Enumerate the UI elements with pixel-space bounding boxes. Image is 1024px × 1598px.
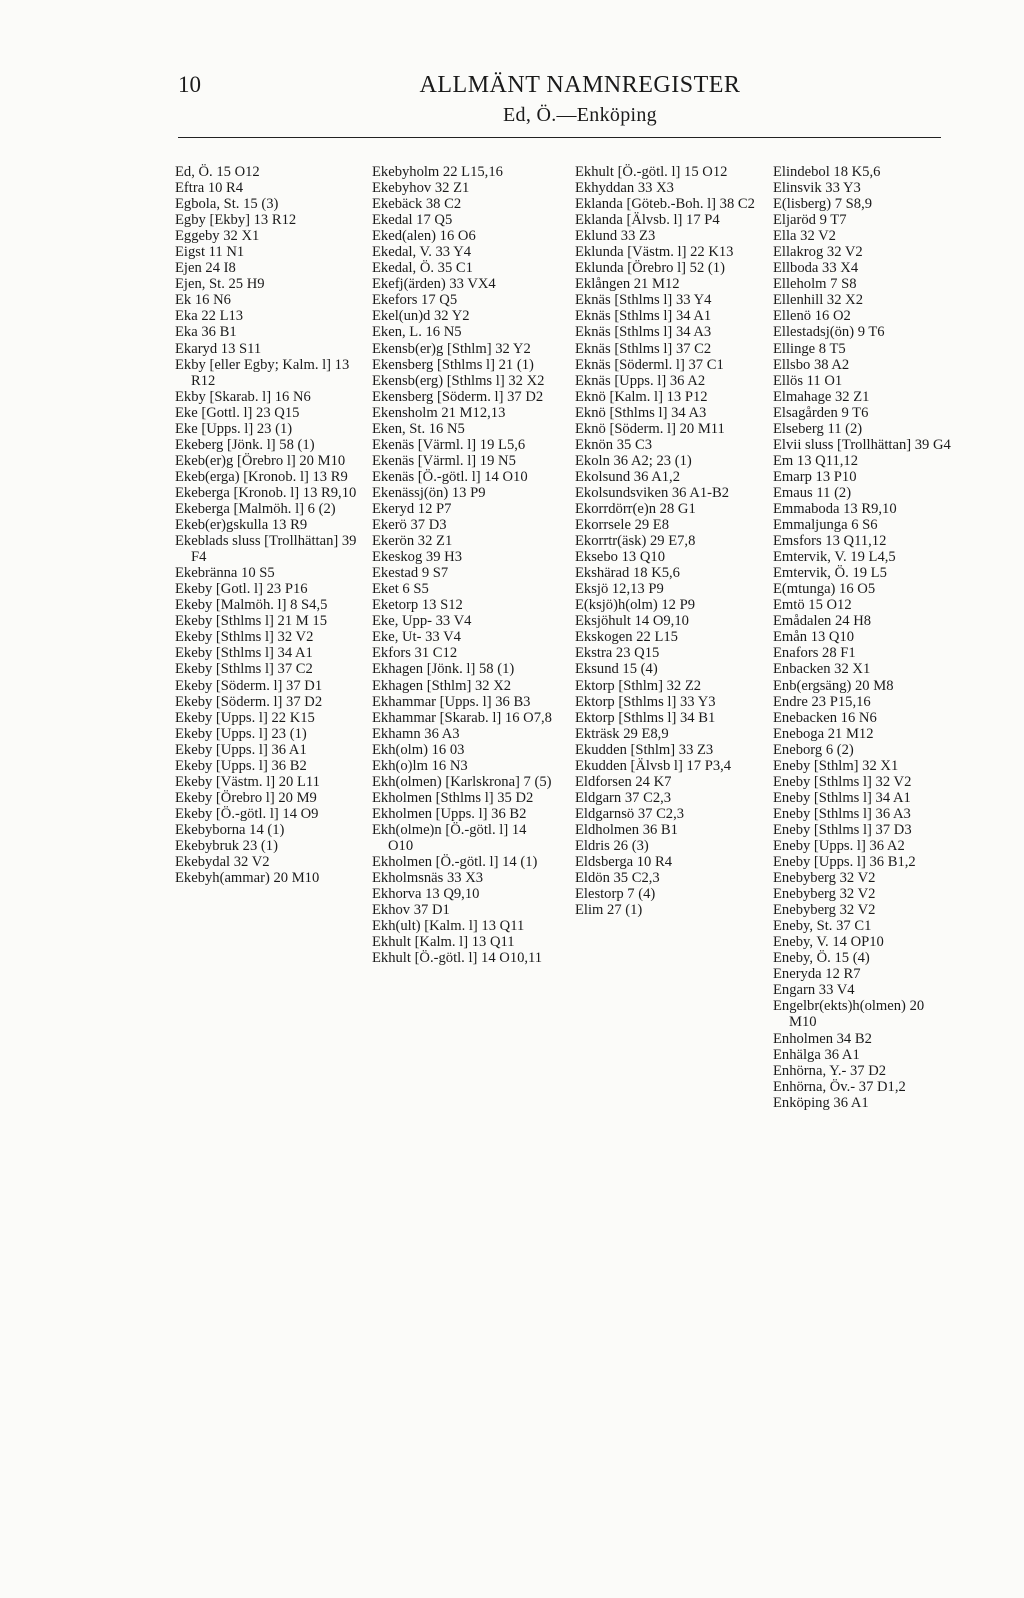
index-entry: Ekensberg [Söderm. l] 37 D2 xyxy=(372,388,544,405)
index-entry: Ekh(olmen) [Karlskrona] 7 (5) xyxy=(372,773,552,790)
index-entry: Eknö [Sthlms l] 34 A3 xyxy=(575,404,707,421)
index-entry: Eldsberga 10 R4 xyxy=(575,854,673,871)
index-column-2 xyxy=(372,164,552,966)
index-entry: Eknö [Kalm. l] 13 P12 xyxy=(575,388,708,405)
index-entry: Ekedal, Ö. 35 C1 xyxy=(372,260,473,277)
index-entry: Ellboda 33 X4 xyxy=(773,260,859,277)
index-entry: Eldön 35 C2,3 xyxy=(575,870,660,887)
index-entry: Ektorp [Sthlms l] 33 Y3 xyxy=(575,693,716,710)
index-entry: Ekebränna 10 S5 xyxy=(175,565,275,582)
index-entry: Emtervik, V. 19 L4,5 xyxy=(773,549,896,566)
index-entry: Ekeby [Upps. l] 36 A1 xyxy=(175,741,307,758)
index-entry: Ekhagen [Jönk. l] 58 (1) xyxy=(372,661,515,678)
index-entry: Ekudden [Sthlm] 33 Z3 xyxy=(575,741,714,758)
index-column-1 xyxy=(175,164,360,886)
index-entry: Elim 27 (1) xyxy=(575,902,643,919)
index-entry: Eknön 35 C3 xyxy=(575,436,653,453)
index-entry: Eked(alen) 16 O6 xyxy=(372,228,476,245)
running-head-title: ALLMÄNT NAMNREGISTER xyxy=(419,72,741,98)
index-entry: Ekenässj(ön) 13 P9 xyxy=(372,484,486,501)
index-entry: Eke [Upps. l] 23 (1) xyxy=(175,420,293,437)
index-entry: Eneby [Upps. l] 36 A2 xyxy=(773,837,905,854)
index-entry: Ekeby [Örebro l] 20 M9 xyxy=(175,789,317,806)
index-entry: Emtervik, Ö. 19 L5 xyxy=(773,565,887,582)
index-entry: Ekeby [Sthlms l] 32 V2 xyxy=(175,629,314,646)
index-entry: Ekeryd 12 P7 xyxy=(372,500,452,517)
index-entry: Ekoln 36 A2; 23 (1) xyxy=(575,452,692,469)
index-entry: Eknäs [Sthlms l] 37 C2 xyxy=(575,340,712,357)
index-entry: Eneboga 21 M12 xyxy=(773,725,874,742)
index-entry: Ekeb(erga) [Kronob. l] 13 R9 xyxy=(175,468,348,485)
index-entry: Ellenhill 32 X2 xyxy=(773,292,863,309)
index-entry: Ekhammar [Upps. l] 36 B3 xyxy=(372,693,531,710)
page-number: 10 xyxy=(178,72,201,97)
index-entry: Ekebyhov 32 Z1 xyxy=(372,180,470,197)
index-entry: Ekhorva 13 Q9,10 xyxy=(372,886,480,903)
index-entry: Ekaryd 13 S11 xyxy=(175,340,262,357)
index-entry: Ekhamn 36 A3 xyxy=(372,725,460,742)
index-entry: Ekeb(er)g [Örebro l] 20 M10 xyxy=(175,452,346,469)
index-entry: Enhörna, Y.- 37 D2 xyxy=(773,1062,887,1079)
index-entry: Ekeberg [Jönk. l] 58 (1) xyxy=(175,436,315,453)
index-entry: Ekenäs [Värml. l] 19 L5,6 xyxy=(372,436,526,453)
index-entry: Ekskogen 22 L15 xyxy=(575,629,678,646)
index-entry: Elestorp 7 (4) xyxy=(575,886,656,903)
index-entry: Eldgarnsö 37 C2,3 xyxy=(575,805,685,822)
index-entry: Elinsvik 33 Y3 xyxy=(773,180,861,197)
index-entry: Ekeberga [Kronob. l] 13 R9,10 xyxy=(175,484,357,501)
index-entry: Enhörna, Öv.- 37 D1,2 xyxy=(773,1078,906,1095)
index-entry: Eknäs [Sthlms l] 34 A3 xyxy=(575,324,712,341)
index-entry: Ekhult [Kalm. l] 13 Q11 xyxy=(372,934,515,951)
index-entry: Ekeby [Upps. l] 36 B2 xyxy=(175,757,307,774)
header-rule xyxy=(178,137,941,138)
index-entry: Ellestadsj(ön) 9 T6 xyxy=(773,324,885,341)
index-entry: Egbola, St. 15 (3) xyxy=(175,196,279,213)
index-entry: Eklunda [Västm. l] 22 K13 xyxy=(575,244,734,261)
index-entry: Ekeby [Sthlms l] 34 A1 xyxy=(175,645,313,662)
index-entry: Eneby, St. 37 C1 xyxy=(773,918,872,935)
index-entry: Ellinge 8 T5 xyxy=(773,340,846,357)
index-entry: Eneby, V. 14 OP10 xyxy=(773,934,884,951)
index-entry: Eke, Upp- 33 V4 xyxy=(372,613,472,630)
index-entry: Enholmen 34 B2 xyxy=(773,1030,872,1047)
index-entry: Elleholm 7 S8 xyxy=(773,276,857,293)
index-entry: Ekeby [Upps. l] 22 K15 xyxy=(175,709,315,726)
index-entry: Ekolsund 36 A1,2 xyxy=(575,468,680,485)
index-entry: Emmaboda 13 R9,10 xyxy=(773,500,897,517)
index-entry: Ellakrog 32 V2 xyxy=(773,244,863,261)
index-entry: Ejen, St. 25 H9 xyxy=(175,276,265,293)
index-entry: Ekebyholm 22 L15,16 xyxy=(372,164,503,180)
index-entry: Ekerön 32 Z1 xyxy=(372,533,453,550)
index-entry: Emmaljunga 6 S6 xyxy=(773,517,878,534)
index-entry: Ekorrdörr(e)n 28 G1 xyxy=(575,500,696,517)
index-entry: Eknäs [Sthlms l] 33 Y4 xyxy=(575,292,712,309)
index-entry: Enebyberg 32 V2 xyxy=(773,902,876,919)
index-entry: Ekeb(er)gskulla 13 R9 xyxy=(175,517,308,534)
index-entry: Eken, L. 16 N5 xyxy=(372,324,462,341)
index-entry: Eklången 21 M12 xyxy=(575,276,680,293)
index-entry: E(ksjö)h(olm) 12 P9 xyxy=(575,597,695,614)
index-entry: Ekebybruk 23 (1) xyxy=(175,837,278,854)
index-entry: Emsfors 13 Q11,12 xyxy=(773,533,887,550)
index-entry: Ekeby [Upps. l] 23 (1) xyxy=(175,725,307,742)
index-entry: Ed, Ö. 15 O12 xyxy=(175,164,260,180)
index-entry: Ekholmen [Sthlms l] 35 D2 xyxy=(372,789,534,806)
index-entry: Eldgarn 37 C2,3 xyxy=(575,789,672,806)
index-entry: Eneryda 12 R7 xyxy=(773,966,861,983)
index-column-3 xyxy=(575,164,757,918)
index-entry: Ekensb(er)g [Sthlm] 32 Y2 xyxy=(372,340,531,357)
index-entry: Eke [Gottl. l] 23 Q15 xyxy=(175,404,300,421)
index-entry: Ekholmen [Ö.-götl. l] 14 (1) xyxy=(372,854,538,871)
index-entry: Eknäs [Söderml. l] 37 C1 xyxy=(575,356,724,373)
index-entry: Eneby [Sthlms l] 36 A3 xyxy=(773,805,911,822)
index-entry: Endre 23 P15,16 xyxy=(773,693,871,710)
index-entry: Ekedal 17 Q5 xyxy=(372,212,453,229)
index-entry: Elseberg 11 (2) xyxy=(773,420,863,437)
index-entry: Ekorrtr(äsk) 29 E7,8 xyxy=(575,533,696,550)
index-entry: Eka 36 B1 xyxy=(175,324,237,341)
index-entry: Ekhov 37 D1 xyxy=(372,902,450,919)
index-entry: Enebacken 16 N6 xyxy=(773,709,877,726)
index-entry: Ekhyddan 33 X3 xyxy=(575,180,674,197)
index-entry: Ekh(olme)n [Ö.-götl. l] 14 O10 xyxy=(372,821,527,854)
index-entry: Ekeby [Malmöh. l] 8 S4,5 xyxy=(175,597,328,614)
index-column-4 xyxy=(773,164,951,1111)
index-entry: Enebyberg 32 V2 xyxy=(773,870,876,887)
index-entry: Ekeby [Västm. l] 20 L11 xyxy=(175,773,320,790)
index-entry: Ekhammar [Skarab. l] 16 O7,8 xyxy=(372,709,552,726)
index-entry: Enb(ergsäng) 20 M8 xyxy=(773,677,894,694)
index-entry: Ekensholm 21 M12,13 xyxy=(372,404,506,421)
index-entry: Enebyberg 32 V2 xyxy=(773,886,876,903)
index-entry: Ekby [eller Egby; Kalm. l] 13 R12 xyxy=(175,356,350,389)
index-entry: Ekorrsele 29 E8 xyxy=(575,517,670,534)
index-entry: Ekedal, V. 33 Y4 xyxy=(372,244,472,261)
index-entry: Eneby [Upps. l] 36 B1,2 xyxy=(773,854,916,871)
index-entry: Enhälga 36 A1 xyxy=(773,1046,860,1063)
index-entry: Eksjöhult 14 O9,10 xyxy=(575,613,689,630)
index-entry: Ekeby [Sthlms l] 21 M 15 xyxy=(175,613,328,630)
index-entry: Eggeby 32 X1 xyxy=(175,228,260,245)
index-entry: Eldholmen 36 B1 xyxy=(575,821,678,838)
index-entry: Ekefj(ärden) 33 VX4 xyxy=(372,276,496,293)
index-entry: Ellös 11 O1 xyxy=(773,372,843,389)
index-entry: Ekebyh(ammar) 20 M10 xyxy=(175,870,320,887)
index-entry: Emtö 15 O12 xyxy=(773,597,852,614)
index-entry: Ekensb(erg) [Sthlms l] 32 X2 xyxy=(372,372,545,389)
index-entry: Ekholmen [Upps. l] 36 B2 xyxy=(372,805,527,822)
index-entry: Ekhagen [Sthlm] 32 X2 xyxy=(372,677,512,694)
index-entry: Emarp 13 P10 xyxy=(773,468,857,485)
index-entry: Eklanda [Älvsb. l] 17 P4 xyxy=(575,212,720,229)
index-entry: Engelbr(ekts)h(olmen) 20 M10 xyxy=(773,998,925,1031)
index-entry: Ekh(o)lm 16 N3 xyxy=(372,757,468,774)
index-entry: Elindebol 18 K5,6 xyxy=(773,164,881,180)
index-entry: Ekh(olm) 16 03 xyxy=(372,741,465,758)
index-entry: Eken, St. 16 N5 xyxy=(372,420,465,437)
index-entry: E(lisberg) 7 S8,9 xyxy=(773,196,873,213)
index-entry: Eknö [Söderm. l] 20 M11 xyxy=(575,420,725,437)
index-entry: Egby [Ekby] 13 R12 xyxy=(175,212,297,229)
index-entry: Eksjö 12,13 P9 xyxy=(575,581,664,598)
index-entry: Ekudden [Älvsb l] 17 P3,4 xyxy=(575,757,732,774)
index-entry: Ekeby [Ö.-götl. l] 14 O9 xyxy=(175,805,319,822)
index-entry: Ekby [Skarab. l] 16 N6 xyxy=(175,388,311,405)
index-entry: Ekel(un)d 32 Y2 xyxy=(372,308,470,325)
index-entry: Ekenäs [Ö.-götl. l] 14 O10 xyxy=(372,468,528,485)
index-entry: Ekfors 31 C12 xyxy=(372,645,458,662)
index-entry: Eftra 10 R4 xyxy=(175,180,244,197)
running-head-range: Ed, Ö.—Enköping xyxy=(503,104,657,126)
index-entry: Ellsbo 38 A2 xyxy=(773,356,850,373)
index-entry: E(mtunga) 16 O5 xyxy=(773,581,876,598)
index-entry: Ekeby [Sthlms l] 37 C2 xyxy=(175,661,313,678)
index-entry: Enköping 36 A1 xyxy=(773,1094,869,1111)
index-entry: Ekeblads sluss [Trollhättan] 39 F4 xyxy=(175,533,357,566)
index-entry: Elsagården 9 T6 xyxy=(773,404,869,421)
index-entry: Eksebo 13 Q10 xyxy=(575,549,665,566)
index-entry: Ekeby [Söderm. l] 37 D1 xyxy=(175,677,323,694)
index-entry: Eklund 33 Z3 xyxy=(575,228,656,245)
index-entry: Ektorp [Sthlm] 32 Z2 xyxy=(575,677,702,694)
index-entry: Eneby [Sthlms l] 32 V2 xyxy=(773,773,912,790)
index-entry: Eke, Ut- 33 V4 xyxy=(372,629,461,646)
index-entry: Enafors 28 F1 xyxy=(773,645,856,662)
index-entry: Em 13 Q11,12 xyxy=(773,452,858,469)
index-entry: Eknäs [Sthlms l] 34 A1 xyxy=(575,308,712,325)
index-entry: Engarn 33 V4 xyxy=(773,982,855,999)
index-entry: Ekensberg [Sthlms l] 21 (1) xyxy=(372,356,534,373)
index-entry: Ekeskog 39 H3 xyxy=(372,549,462,566)
index-entry: Ellenö 16 O2 xyxy=(773,308,851,325)
index-entry: Ekh(ult) [Kalm. l] 13 Q11 xyxy=(372,918,525,935)
index-entry: Elmahage 32 Z1 xyxy=(773,388,870,405)
index-entry: Ekshärad 18 K5,6 xyxy=(575,565,680,582)
index-entry: Ekhult [Ö.-götl. l] 15 O12 xyxy=(575,164,728,180)
index-entry: Enbacken 32 X1 xyxy=(773,661,871,678)
index-entry: Ekeby [Gotl. l] 23 P16 xyxy=(175,581,308,598)
index-entry: Ekebydal 32 V2 xyxy=(175,854,270,871)
index-entry: Eljaröd 9 T7 xyxy=(773,212,847,229)
index-entry: Ekholmsnäs 33 X3 xyxy=(372,870,484,887)
index-entry: Ekträsk 29 E8,9 xyxy=(575,725,669,742)
index-entry: Ella 32 V2 xyxy=(773,228,836,245)
index-entry: Ekstra 23 Q15 xyxy=(575,645,660,662)
index-entry: Emån 13 Q10 xyxy=(773,629,855,646)
index-entry: Ekebyborna 14 (1) xyxy=(175,821,285,838)
index-entry: Eneby [Sthlm] 32 X1 xyxy=(773,757,899,774)
index-entry: Ekerö 37 D3 xyxy=(372,517,447,534)
index-entry: Ekeby [Söderm. l] 37 D2 xyxy=(175,693,323,710)
index-entry: Ek 16 N6 xyxy=(175,292,231,309)
index-entry: Eka 22 L13 xyxy=(175,308,244,325)
index-entry: Eigst 11 N1 xyxy=(175,244,245,261)
index-entry: Eneby, Ö. 15 (4) xyxy=(773,950,870,967)
index-entry: Eldforsen 24 K7 xyxy=(575,773,672,790)
index-entry: Ekenäs [Värml. l] 19 N5 xyxy=(372,452,516,469)
index-entry: Eneby [Sthlms l] 37 D3 xyxy=(773,821,912,838)
index-entry: Eneby [Sthlms l] 34 A1 xyxy=(773,789,911,806)
index-entry: Ekefors 17 Q5 xyxy=(372,292,458,309)
index-entry: Ektorp [Sthlms l] 34 B1 xyxy=(575,709,716,726)
index-entry: Ekhult [Ö.-götl. l] 14 O10,11 xyxy=(372,950,543,967)
index-entry: Eketorp 13 S12 xyxy=(372,597,463,614)
index-entry: Elvii sluss [Trollhättan] 39 G4 xyxy=(773,436,951,453)
index-entry: Ekestad 9 S7 xyxy=(372,565,449,582)
index-entry: Ekebäck 38 C2 xyxy=(372,196,462,213)
index-entry: Eksund 15 (4) xyxy=(575,661,658,678)
index-entry: Eldris 26 (3) xyxy=(575,837,649,854)
index-entry: Eklanda [Göteb.-Boh. l] 38 C2 xyxy=(575,196,755,213)
index-entry: Ejen 24 I8 xyxy=(175,260,236,277)
index-entry: Eneborg 6 (2) xyxy=(773,741,854,758)
index-entry: Eket 6 S5 xyxy=(372,581,429,598)
index-entry: Ekeberga [Malmöh. l] 6 (2) xyxy=(175,500,336,517)
index-entry: Ekolsundsviken 36 A1-B2 xyxy=(575,484,730,501)
index-entry: Emaus 11 (2) xyxy=(773,484,852,501)
index-entry: Eklunda [Örebro l] 52 (1) xyxy=(575,260,725,277)
index-entry: Eknäs [Upps. l] 36 A2 xyxy=(575,372,706,389)
index-entry: Emådalen 24 H8 xyxy=(773,613,872,630)
